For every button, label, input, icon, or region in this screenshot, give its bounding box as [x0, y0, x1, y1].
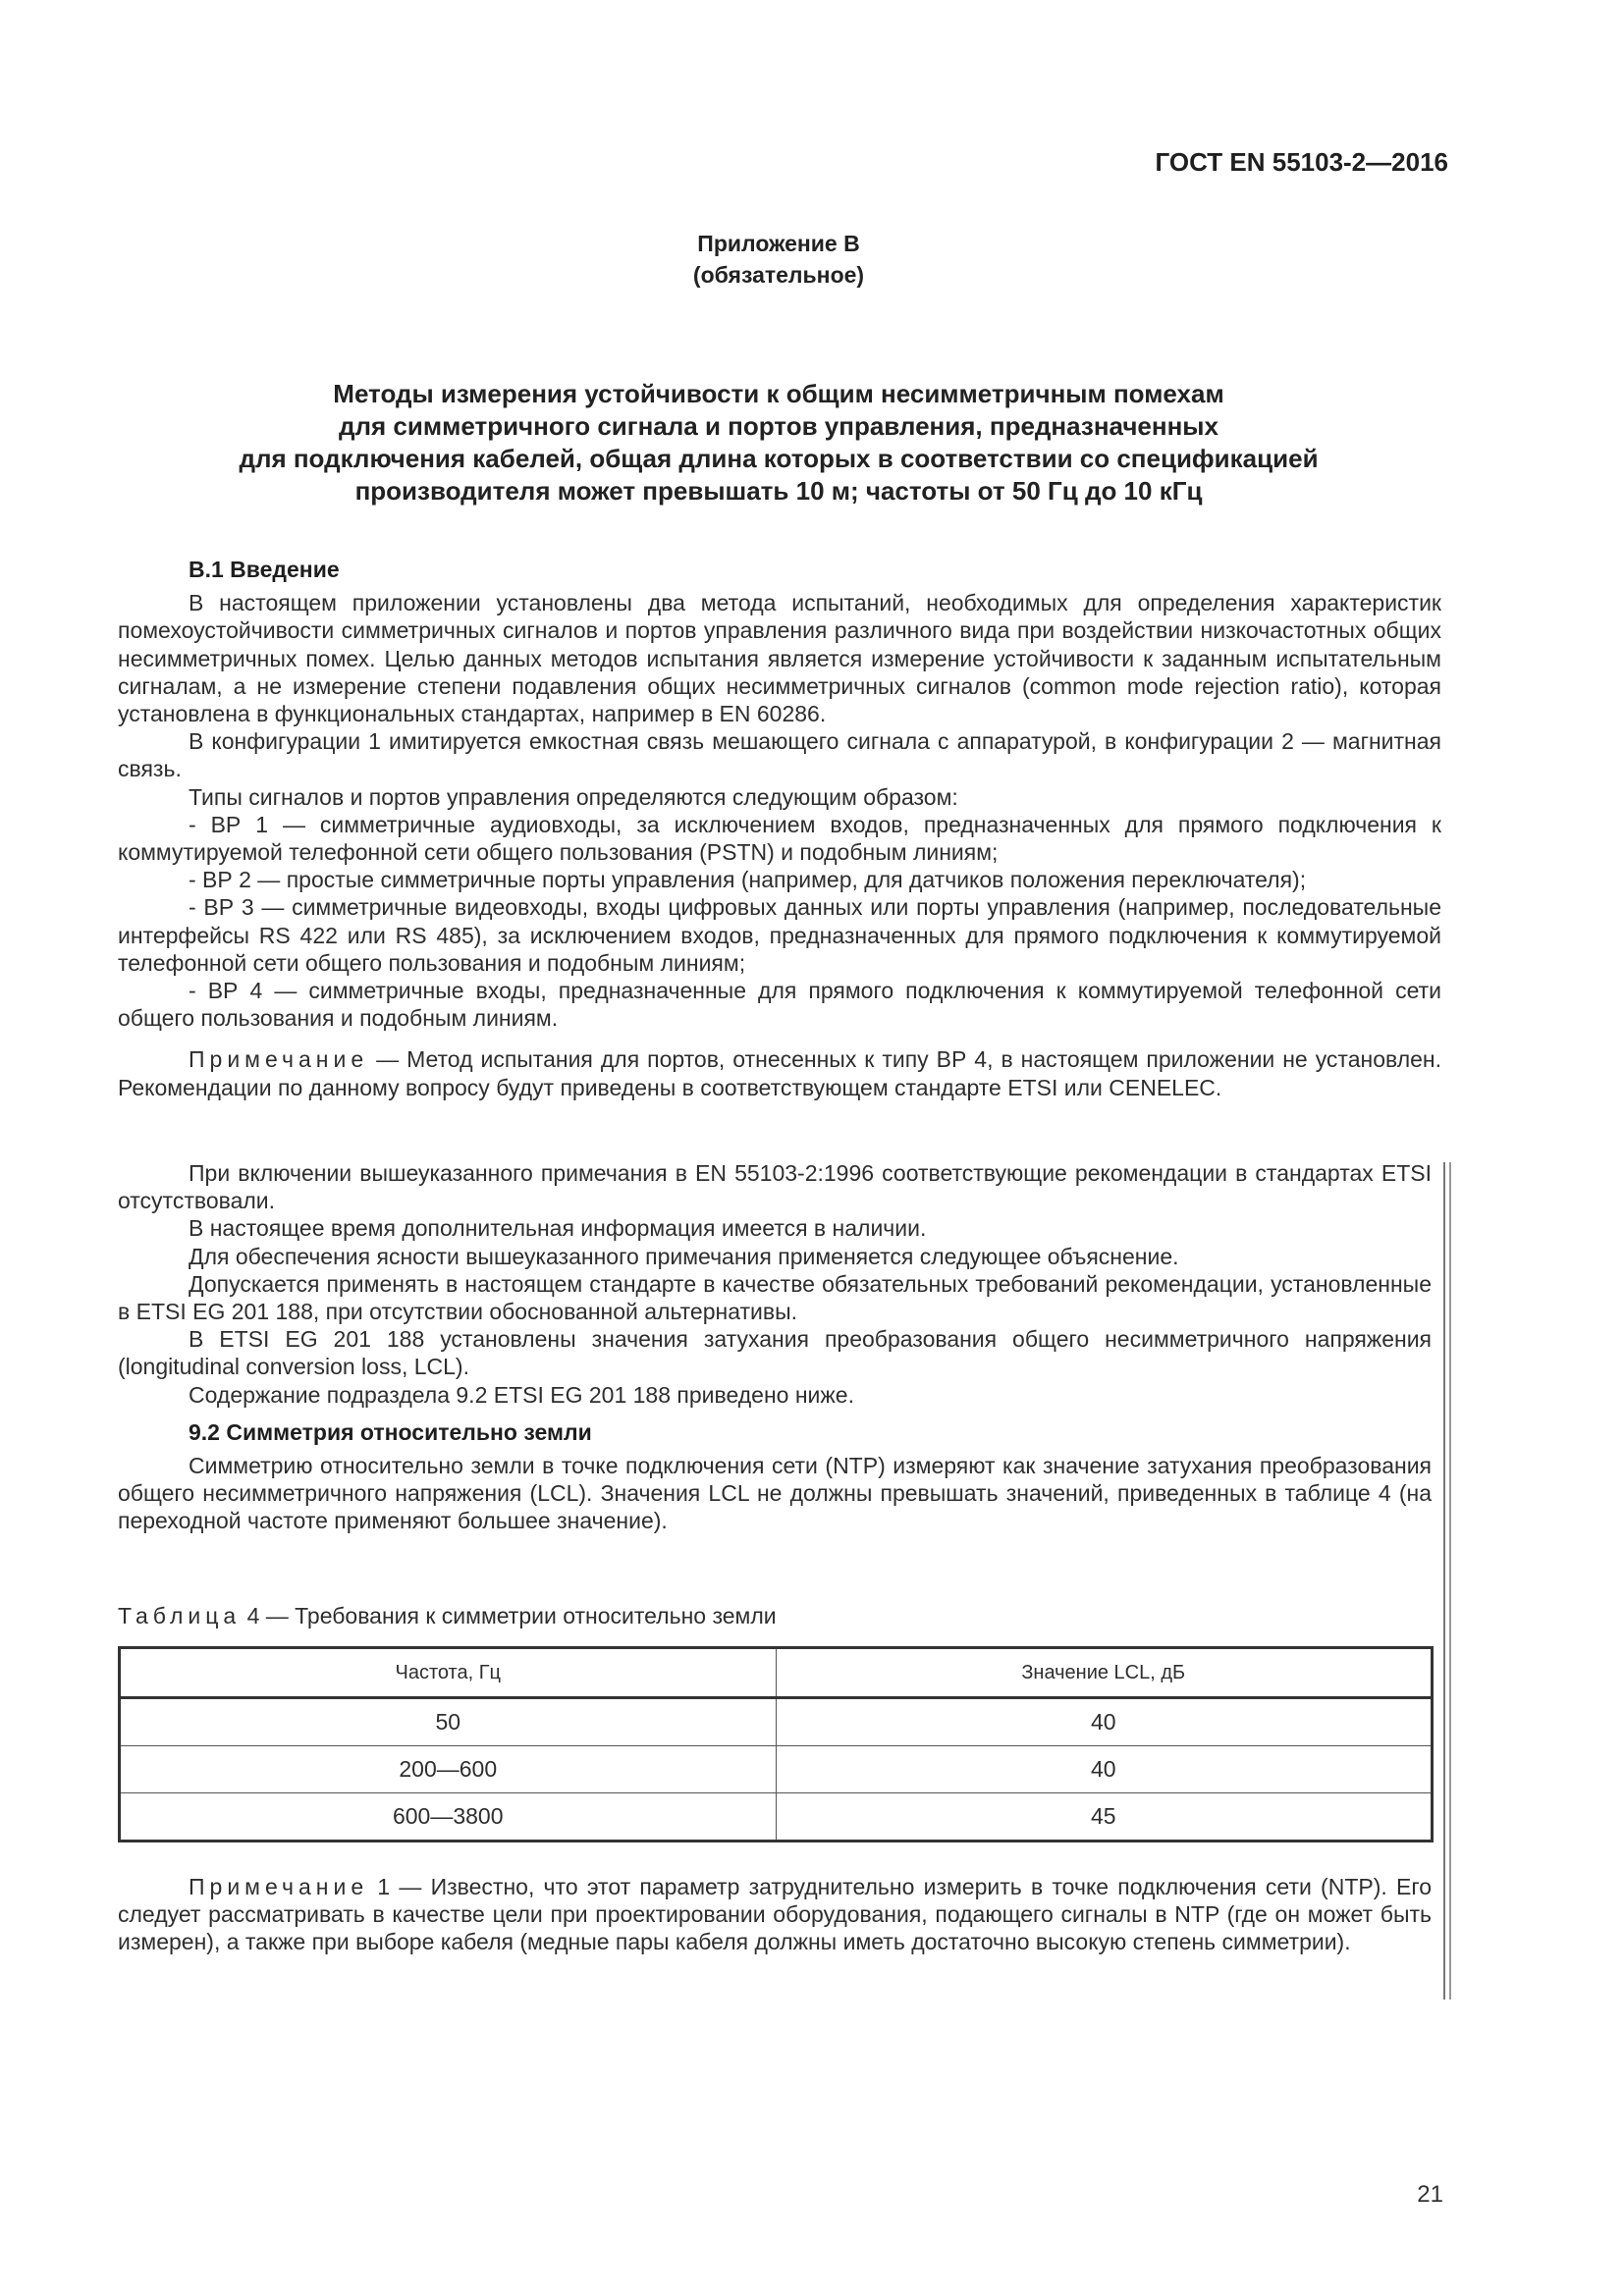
paragraph: Для обеспечения ясности вышеуказанного примечания применяется следующее объяснение. [189, 1243, 1179, 1269]
document-code: ГОСТ EN 55103-2—2016 [1155, 147, 1448, 177]
table-row [120, 1793, 1433, 1842]
paragraph: Содержание подраздела 9.2 ETSI EG 201 188 приведено ниже. [189, 1381, 854, 1408]
table-header-row [120, 1648, 1433, 1698]
column-header-lcl: Значение LCL, дБ [776, 1648, 1433, 1698]
table-cell: 50 [120, 1698, 777, 1746]
table-cell: 600—3800 [120, 1793, 777, 1842]
section-heading: В.1 Введение [189, 557, 340, 582]
annex-heading-line: Методы измерения устойчивости к общим несимметричным помехам [333, 379, 1224, 408]
annex-heading [116, 378, 1441, 507]
table-cell: 40 [776, 1698, 1433, 1746]
paragraph: В настоящее время дополнительная информация имеется в наличии. [189, 1215, 927, 1242]
annex-status-line: (обязательное) [692, 262, 865, 288]
note-text: — Метод испытания для портов, отнесенных к типу ВР 4, в настоящем приложении не установлен. Рекомендации по данному вопросу будут приведены в соответствующем стандарте ETSI или CENELEC. [118, 1046, 1441, 1100]
annex-heading-line: для подключения кабелей, общая длина которых в соответствии со спецификацией [239, 444, 1319, 473]
list-item: - ВР 4 — симметричные входы, предназначенные для прямого подключения к коммутируемой телефонной сети общего пользования и подобным линиям. [118, 978, 1441, 1032]
note [118, 1045, 1441, 1100]
table-row [120, 1698, 1433, 1746]
list-item: - ВР 1 — симметричные аудиовходы, за исключением входов, предназначенных для прямого подключения к коммутируемой телефонной сети общего пользования (PSTN) и подобным линиям; [118, 811, 1441, 866]
annex-heading-line: производителя может превышать 10 м; частоты от 50 Гц до 10 кГц [354, 476, 1203, 506]
annex-heading-line: для симметричного сигнала и портов управления, предназначенных [339, 411, 1218, 441]
note-label: Примечание [189, 1874, 369, 1899]
table-caption-text: 4 — Требования к симметрии относительно земли [241, 1603, 777, 1629]
note-label: Примечание [189, 1046, 369, 1073]
lcl-table [118, 1646, 1434, 1842]
annex-title [116, 228, 1441, 291]
change-bar [1449, 1162, 1451, 2000]
paragraph: В конфигурации 1 имитируется емкостная связь мешающего сигнала с аппаратурой, в конфигурации 2 — магнитная связь. [118, 728, 1441, 782]
note-number: 1 [368, 1874, 391, 1899]
table-caption-label: Таблица [118, 1603, 242, 1629]
paragraph: Симметрию относительно земли в точке подключения сети (NTP) измеряют как значение затухания преобразования общего несимметричного напряжения (LCL). Значения LCL не должны превышать значений, приведенных в таблице 4 (на переходной частоте применяют большее значение). [118, 1453, 1432, 1534]
paragraph: В настоящем приложении установлены два метода испытаний, необходимых для определения характеристик помехоустойчивости симметричных сигналов и портов управления различного вида при воздействии низкочастотных общих несимметричных помех. Целью данных методов испытания является измерение устойчивости к заданным испытательным сигналам, а не измерение степени подавления общих несимметричных сигналов (common mode rejection ratio), которая установлена в функциональных стандартах, например в EN 60286. [118, 590, 1441, 727]
table-note [118, 1873, 1432, 1956]
table-caption [118, 1602, 1441, 1629]
list-item: - ВР 2 — простые симметричные порты управления (например, для датчиков положения переключателя); [189, 867, 1307, 893]
table-cell: 200—600 [120, 1746, 777, 1793]
explanation-block [118, 1159, 1432, 1535]
annex-title-line: Приложение В [697, 231, 860, 256]
page-number: 21 [1417, 2181, 1443, 2208]
table-cell: 40 [776, 1746, 1433, 1793]
note-text: — Известно, что этот параметр затруднительно измерить в точке подключения сети (NTP). Его следует рассматривать в качестве цели при проектировании оборудования, подающего сигналы в NTP (где он может быть измерен), а также при выборе кабеля (медные пары кабеля должны иметь достаточно высокую степень симметрии). [118, 1874, 1432, 1955]
paragraph: При включении вышеуказанного примечания в EN 55103-2:1996 соответствующие рекомендации в стандартах ETSI отсутствовали. [118, 1160, 1432, 1214]
section-b1 [118, 556, 1441, 1101]
change-bar [1443, 1162, 1445, 2000]
paragraph: В ETSI EG 201 188 установлены значения затухания преобразования общего несимметричного напряжения (longitudinal conversion loss, LCL). [118, 1326, 1432, 1380]
paragraph: Типы сигналов и портов управления определяются следующим образом: [189, 783, 958, 810]
table-row [120, 1746, 1433, 1793]
column-header-frequency: Частота, Гц [120, 1648, 777, 1698]
table-cell: 45 [776, 1793, 1433, 1842]
list-item: - ВР 3 — симметричные видеовходы, входы цифровых данных или порты управления (например, последовательные интерфейсы RS 422 или RS 485), за исключением входов, предназначенных для прямого подключения к коммутируемой телефонной сети общего пользования и подобным линиям; [118, 894, 1441, 976]
paragraph: Допускается применять в настоящем стандарте в качестве обязательных требований рекомендации, установленные в ETSI EG 201 188, при отсутствии обоснованной альтернативы. [118, 1270, 1432, 1325]
section-heading: 9.2 Симметрия относительно земли [189, 1418, 592, 1445]
